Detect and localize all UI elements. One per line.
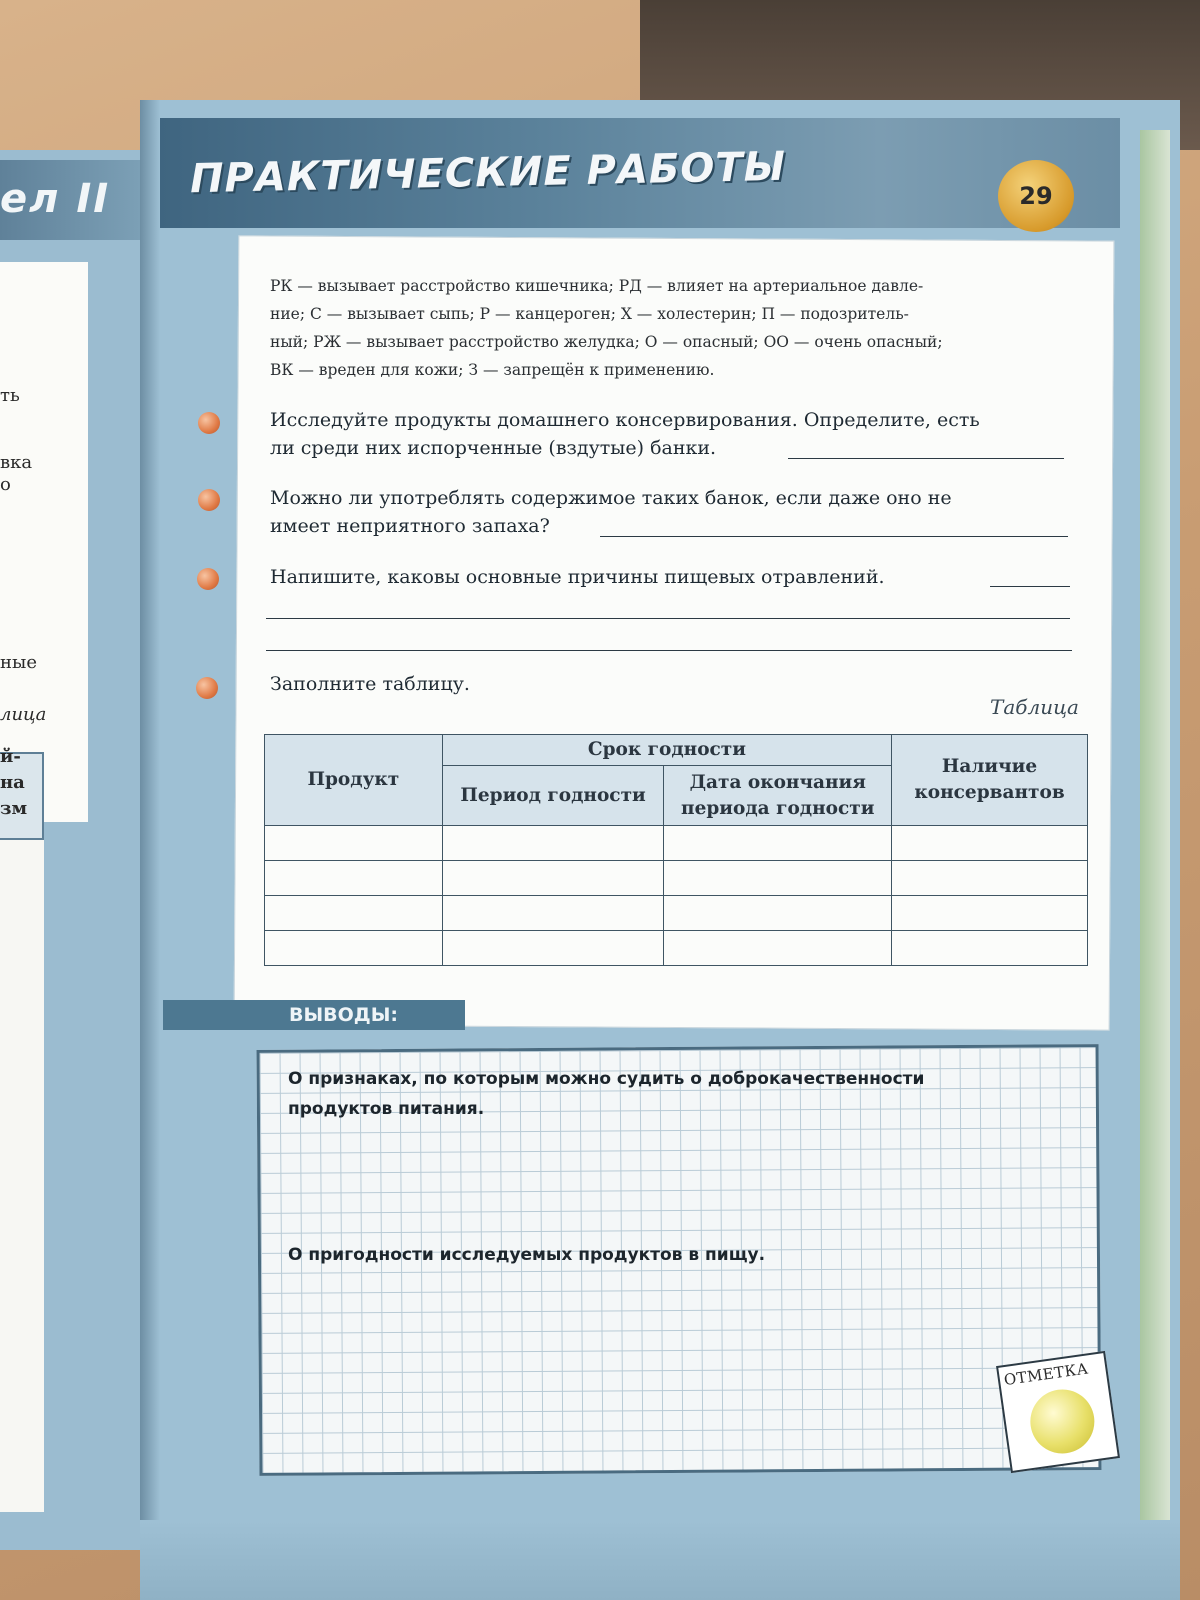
conclusion-2: О пригодности исследуемых продуктов в пищу. (288, 1245, 766, 1265)
table-cell[interactable] (664, 826, 892, 861)
table-cell[interactable] (265, 896, 443, 931)
grade-circle-icon (1026, 1385, 1098, 1457)
header-product: Продукт (265, 735, 443, 826)
question-3: Напишите, каковы основные причины пищевых отравлений. (270, 566, 885, 588)
spine-shadow (140, 100, 160, 1570)
legend-line: ный; РЖ — вызывает расстройство желудка; О — опасный; ОО — очень опасный; (270, 333, 943, 351)
grade-label: ОТМЕТКА (1002, 1359, 1090, 1390)
table-cell[interactable] (265, 826, 443, 861)
header-line: Дата окончания (689, 771, 866, 793)
answer-line[interactable] (266, 618, 1070, 619)
table-row (265, 826, 1088, 861)
conclusion-line: О признаках, по которым можно судить о доброкачественности (288, 1069, 925, 1089)
table-cell[interactable] (664, 931, 892, 966)
answer-line[interactable] (600, 536, 1068, 537)
data-table (264, 734, 1088, 966)
page-title: ПРАКТИЧЕСКИЕ РАБОТЫ (189, 143, 787, 203)
conclusion-line: продуктов питания. (288, 1099, 485, 1119)
header-line: консервантов (914, 782, 1065, 803)
table-cell[interactable] (892, 861, 1088, 896)
left-fragment: о (0, 474, 11, 495)
table-cell[interactable] (442, 826, 664, 861)
table-cell[interactable] (265, 931, 443, 966)
legend-line: ние; С — вызывает сыпь; Р — канцероген; Х — холестерин; П — подозритель- (270, 305, 909, 323)
question-line: имеет неприятного запаха? (270, 515, 550, 537)
left-fragment: зм (0, 798, 28, 819)
question-4: Заполните таблицу. (270, 673, 470, 695)
left-page-sheet-lower (0, 822, 44, 1512)
answer-line[interactable] (990, 586, 1070, 587)
question-1 (270, 406, 1070, 462)
conclusion-1 (288, 1064, 988, 1124)
legend-line: РК — вызывает расстройство кишечника; РД — влияет на артериальное давле- (270, 277, 924, 295)
left-fragment: лица (0, 704, 47, 725)
question-line: Можно ли употреблять содержимое таких банок, если даже оно не (270, 487, 952, 509)
page-edges (1140, 130, 1170, 1580)
bullet-icon (196, 677, 218, 699)
table-cell[interactable] (892, 931, 1088, 966)
page-number-badge: 29 (998, 160, 1074, 232)
grade-box[interactable] (996, 1351, 1120, 1473)
bullet-icon (197, 568, 219, 590)
question-line: Исследуйте продукты домашнего консервирования. Определите, есть (270, 409, 980, 431)
header-end-date (664, 766, 892, 826)
bullet-icon (198, 489, 220, 511)
left-fragment: вка (0, 452, 33, 473)
table-cell[interactable] (892, 826, 1088, 861)
question-2 (270, 484, 1070, 540)
header-line: периода годности (681, 797, 875, 819)
table-cell[interactable] (442, 931, 664, 966)
bullet-icon (198, 412, 220, 434)
legend-line: ВК — вреден для кожи; З — запрещён к применению. (270, 361, 715, 379)
header-period: Период годности (442, 766, 664, 826)
header-line: Наличие (941, 756, 1038, 777)
conclusions-heading: ВЫВОДЫ: (163, 1000, 465, 1030)
table-cell[interactable] (265, 861, 443, 896)
table-cell[interactable] (442, 896, 664, 931)
answer-line[interactable] (266, 650, 1072, 651)
table-cell[interactable] (664, 861, 892, 896)
table-row (265, 931, 1088, 966)
table-cell[interactable] (442, 861, 664, 896)
question-line: ли среди них испорченные (вздутые) банки. (270, 437, 717, 459)
header-shelf-life: Срок годности (442, 735, 891, 766)
header-preservatives (892, 735, 1088, 826)
page-bottom-margin (140, 1520, 1180, 1600)
table-row (265, 861, 1088, 896)
left-fragment: на (0, 772, 25, 793)
left-page-section-title: ел II (0, 176, 111, 222)
table-cell[interactable] (664, 896, 892, 931)
left-fragment: ные (0, 652, 37, 673)
legend-text (270, 272, 1060, 384)
table-caption: Таблица (990, 695, 1079, 719)
table-row (265, 896, 1088, 931)
answer-line[interactable] (788, 458, 1064, 459)
table-cell[interactable] (892, 896, 1088, 931)
left-page-sheet (0, 262, 88, 822)
left-fragment: ть (0, 385, 20, 406)
left-fragment: й- (0, 746, 21, 767)
